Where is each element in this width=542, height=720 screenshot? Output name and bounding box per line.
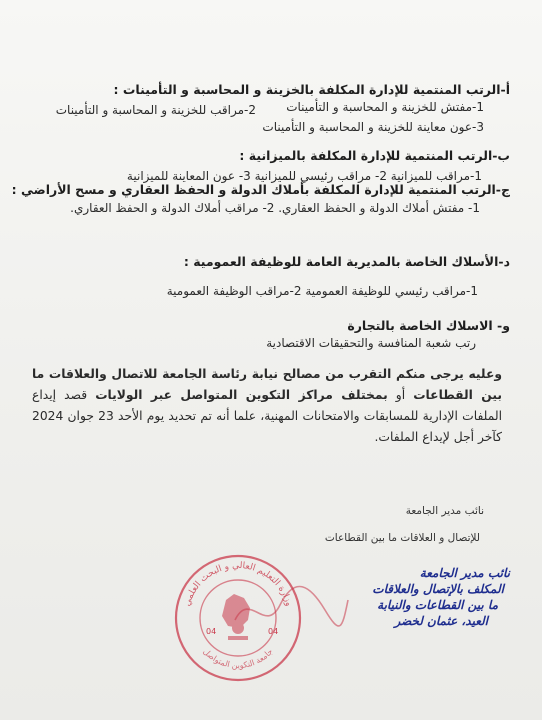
section-a-heading: أ-الرتب المنتمية للإدارة المكلفة بالخزينة و المحاسبة و التأمينات : xyxy=(113,82,510,97)
stamp-line-2: المكلف بالإتصال والعلاقات xyxy=(372,582,504,596)
section-d-heading: د-الأسلاك الخاصة بالمديرية العامة للوظيفة العمومية : xyxy=(183,254,510,269)
signature-title: نائب مدير الجامعة xyxy=(405,505,484,517)
closing-part-1: وعليه يرجى منكم التقرب من مصالح نيابة رئاسة الجامعة للاتصال والعلاقات ما بين القطاعات xyxy=(32,367,502,402)
closing-part-3: بمختلف مراكز التكوين المتواصل عبر الولايات xyxy=(95,388,388,402)
section-b-heading: ب-الرتب المنتمية للإدارة المكلفة بالميزانية : xyxy=(239,148,510,163)
section-c-items: 1- مفتش أملاك الدولة و الحفظ العقاري. 2- مراقب أملاك الدولة و الحفظ العقاري. xyxy=(70,201,480,215)
section-e-heading: و- الاسلاك الخاصة بالتجارة xyxy=(347,318,510,333)
svg-text:جامعة التكوين المتواصل xyxy=(201,647,274,670)
handwritten-signature xyxy=(230,580,350,640)
section-e-item: رتب شعبة المنافسة والتحقيقات الاقتصادية xyxy=(266,336,476,350)
section-a-item-1: 1-مفتش للخزينة و المحاسبة و التأمينات xyxy=(286,100,484,114)
closing-part-4: قصد إيداع الملفات الإدارية للمسابقات والامتحانات المهنية، علما أنه تم تحديد يوم الأحد 23 جوان 2024 كآخر أجل لإيداع الملفات. xyxy=(32,388,503,444)
section-d-items: 1-مراقب رئيسي للوظيفة العمومية 2-مراقب الوظيفة العمومية xyxy=(166,284,478,298)
stamp-line-3: ما بين القطاعات والنيابة xyxy=(377,598,498,612)
signature-department: للإتصال و العلاقات ما بين القطاعات xyxy=(324,532,480,544)
section-a-item-3: 3-عون معاينة للخزينة و المحاسبة و التأمينات xyxy=(262,120,484,134)
stamp-line-1: نائب مدير الجامعة xyxy=(419,566,510,580)
seal-text-bottom: جامعة التكوين المتواصل xyxy=(201,646,275,671)
seal-code-2: 04 xyxy=(268,627,279,636)
seal-code-1: 04 xyxy=(206,627,217,636)
closing-part-2: أو xyxy=(387,388,414,402)
section-b-items: 1-مراقب للميزانية 2- مراقب رئيسي للميزانية 3- عون المعاينة للميزانية xyxy=(126,169,482,183)
closing-paragraph xyxy=(32,364,502,448)
seal-text-top: وزارة التعليم العالي و البحث العلمي xyxy=(182,560,294,608)
section-c-heading: ج-الرتب المنتمية للإدارة المكلفة بأملاك الدولة و الحفظ العقاري و مسح الأراضي : xyxy=(11,182,510,197)
stamp-line-4: العيد، عثمان لخضر xyxy=(394,614,488,628)
section-a-item-2: 2-مراقب للخزينة و المحاسبة و التأمينات xyxy=(55,103,256,117)
